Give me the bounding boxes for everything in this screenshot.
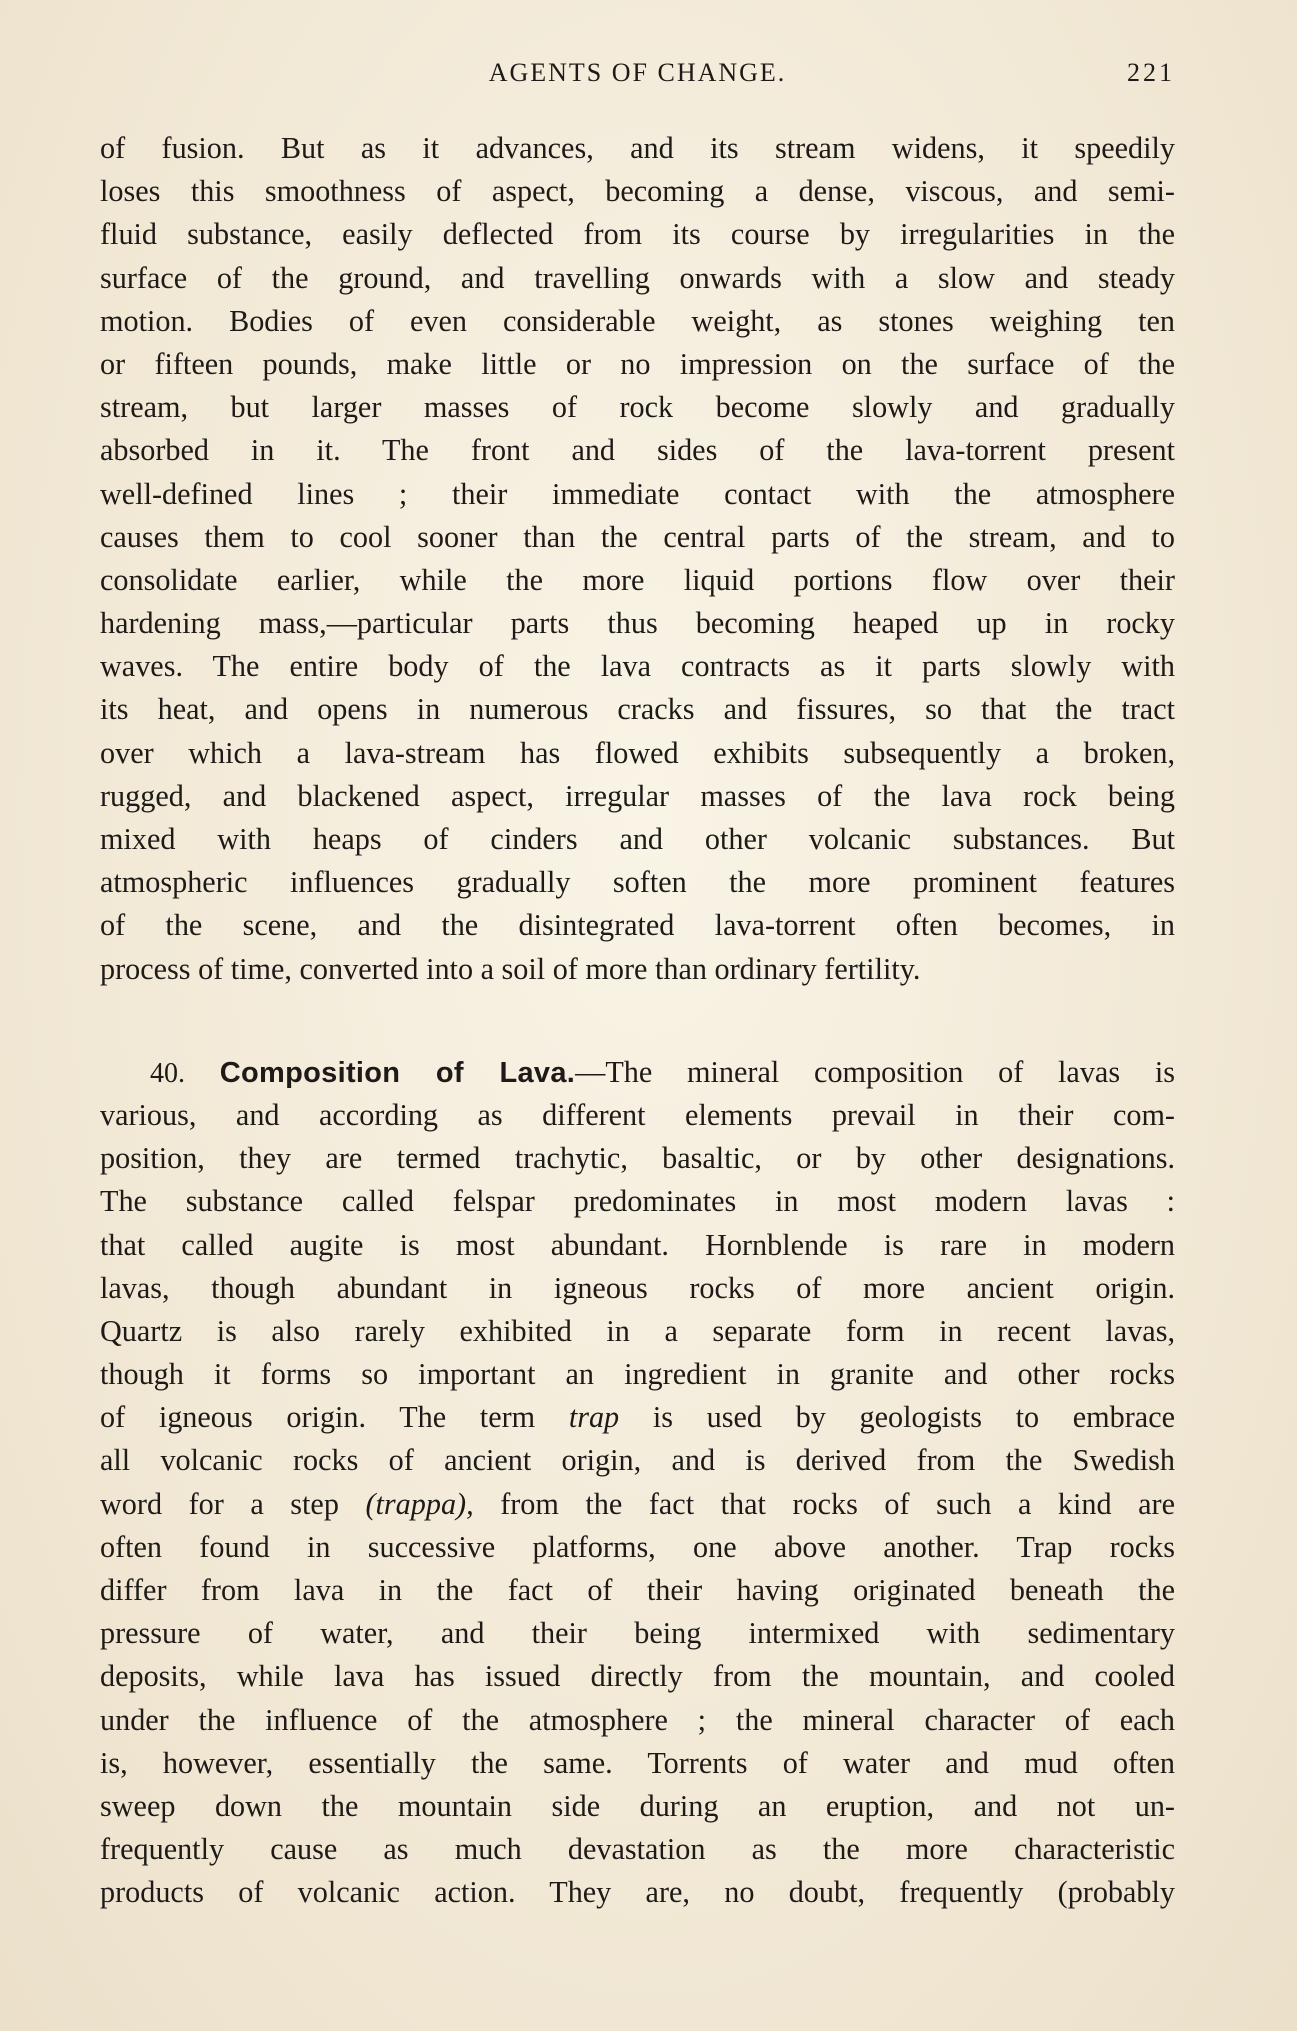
text-line: causes them to cool sooner than the central parts of the stream, and to	[100, 519, 1175, 554]
text-line: Quartz is also rarely exhibited in a separate form in recent lavas,	[100, 1313, 1175, 1348]
text-fragment: word for a step	[100, 1486, 366, 1521]
text-line: under the influence of the atmosphere ; the mineral character of each	[100, 1702, 1175, 1737]
text-line: of fusion. But as it advances, and its stream widens, it speedily	[100, 131, 1175, 165]
text-line: loses this smoothness of aspect, becoming a dense, viscous, and semi-	[100, 174, 1175, 209]
running-head	[100, 58, 1175, 98]
text-line	[100, 1396, 1175, 1439]
text-line: or fifteen pounds, make little or no impression on the surface of the	[100, 346, 1175, 381]
text-line: motion. Bodies of even considerable weight, as stones weighing ten	[100, 303, 1175, 338]
text-line: surface of the ground, and travelling onwards with a slow and steady	[100, 260, 1175, 295]
running-title: AGENTS OF CHANGE.	[488, 58, 787, 87]
text-line: atmospheric influences gradually soften the more prominent features	[100, 865, 1175, 900]
text-line: consolidate earlier, while the more liquid portions flow over their	[100, 562, 1175, 597]
text-line: position, they are termed trachytic, basaltic, or by other designations.	[100, 1141, 1175, 1176]
term-trap: trap	[568, 1400, 620, 1435]
text-line: process of time, converted into a soil of more than ordinary fertility.	[100, 951, 921, 986]
text-line: products of volcanic action. They are, no doubt, frequently (probably	[100, 1875, 1175, 1910]
text-line	[100, 1483, 1175, 1526]
text-line: over which a lava-stream has flowed exhibits subsequently a broken,	[100, 735, 1175, 770]
text-line: its heat, and opens in numerous cracks and fissures, so that the tract	[100, 692, 1175, 727]
text-line: deposits, while lava has issued directly from the mountain, and cooled	[100, 1659, 1175, 1694]
text-line: often found in successive platforms, one above another. Trap rocks	[100, 1529, 1175, 1564]
text-fragment: of igneous origin. The term	[100, 1400, 569, 1435]
text-line: all volcanic rocks of ancient origin, and is derived from the Swedish	[100, 1443, 1175, 1478]
body-text	[100, 127, 1175, 1915]
heading-dash: —	[575, 1054, 606, 1089]
text-line: fluid substance, easily deflected from its course by irregularities in the	[100, 217, 1175, 252]
section-heading: Composition of Lava.	[219, 1056, 576, 1089]
term-trappa: (trappa),	[365, 1486, 474, 1521]
text-line: absorbed in it. The front and sides of the lava-torrent present	[100, 433, 1175, 468]
text-line: that called augite is most abundant. Hornblende is rare in modern	[100, 1227, 1175, 1262]
text-line: lavas, though abundant in igneous rocks of more ancient origin.	[100, 1270, 1175, 1305]
text-line: various, and according as different elements prevail in their com-	[100, 1097, 1175, 1132]
section-number: 40.	[150, 1057, 185, 1089]
text-line: The substance called felspar predominates in most modern lavas :	[100, 1184, 1175, 1219]
paragraph-lava-flow	[100, 127, 1175, 991]
text-line: hardening mass,—particular parts thus becoming heaped up in rocky	[100, 606, 1175, 641]
text-line: well-defined lines ; their immediate contact with the atmosphere	[100, 476, 1175, 511]
paragraph-composition-of-lava	[100, 1051, 1175, 1915]
text-fragment: is used by geologists to embrace	[619, 1400, 1175, 1435]
text-line	[100, 1051, 1175, 1094]
text-line: pressure of water, and their being intermixed with sedimentary	[100, 1616, 1175, 1651]
text-line: frequently cause as much devastation as the more characteristic	[100, 1832, 1175, 1867]
text-fragment: The mineral composition of lavas is	[605, 1054, 1175, 1089]
page-number: 221	[1127, 58, 1175, 87]
text-line: is, however, essentially the same. Torrents of water and mud often	[100, 1745, 1175, 1780]
text-fragment: from the fact that rocks of such a kind are	[473, 1486, 1175, 1521]
text-line: of the scene, and the disintegrated lava-torrent often becomes, in	[100, 908, 1175, 943]
text-line: mixed with heaps of cinders and other volcanic substances. But	[100, 822, 1175, 856]
paragraph-spacer	[100, 991, 1175, 1051]
text-line: though it forms so important an ingredient in granite and other rocks	[100, 1357, 1175, 1392]
text-line: rugged, and blackened aspect, irregular masses of the lava rock being	[100, 778, 1175, 813]
text-line: sweep down the mountain side during an eruption, and not un-	[100, 1788, 1175, 1823]
text-line: waves. The entire body of the lava contracts as it parts slowly with	[100, 649, 1175, 684]
text-line: stream, but larger masses of rock become slowly and gradually	[100, 390, 1175, 425]
text-line: differ from lava in the fact of their having originated beneath the	[100, 1573, 1175, 1607]
